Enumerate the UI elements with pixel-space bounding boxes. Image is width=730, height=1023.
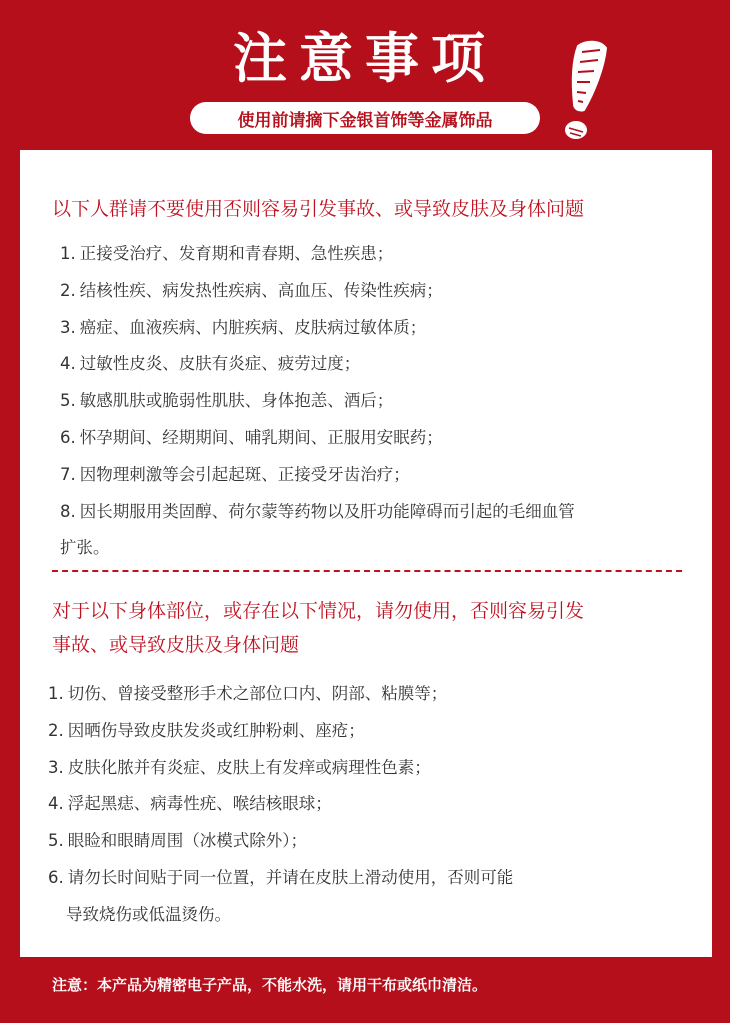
list-item: 7. 因物理刺激等会引起起斑、正接受牙齿治疗；	[60, 464, 410, 484]
list-item: 1. 切伤、曾接受整形手术之部位口内、阴部、粘膜等；	[48, 684, 448, 703]
list-item: 2. 因晒伤导致皮肤发炎或红肿粉刺、座疮；	[48, 720, 365, 740]
section2-heading-line2: 事故、或导致皮肤及身体问题	[52, 634, 300, 656]
list-item: 6. 请勿长时间贴于同一位置，并请在皮肤上滑动使用，否则可能 导致烧伤或低温烫伤。	[48, 867, 514, 924]
section1-list	[60, 236, 680, 567]
subtitle-badge	[190, 102, 540, 134]
section1-heading: 以下人群请不要使用否则容易引发事故、或导致皮肤及身体问题	[52, 198, 585, 220]
footer-note: 注意：本产品为精密电子产品，不能水洗，请用干布或纸巾清洁。	[52, 976, 488, 994]
list-item: 5. 眼睑和眼睛周围（冰模式除外）；	[48, 831, 307, 851]
list-item: 4. 浮起黑痣、病毒性疣、喉结核眼球；	[48, 794, 332, 814]
section2-list	[48, 676, 668, 934]
list-item: 5. 敏感肌肤或脆弱性肌肤、身体抱恙、酒后；	[60, 391, 394, 411]
dashed-divider	[52, 570, 682, 572]
page-title: 注意事项	[233, 27, 497, 90]
subtitle-text: 使用前请摘下金银首饰等金属饰品	[237, 110, 493, 131]
notice-card	[20, 150, 712, 957]
list-item: 2. 结核性疾、病发热性疾病、高血压、传染性疾病；	[60, 280, 443, 300]
list-item: 6. 怀孕期间、经期期间、哺乳期间、正服用安眠药；	[60, 427, 443, 447]
list-item: 3. 癌症、血液疾病、内脏疾病、皮肤病过敏体质；	[60, 317, 427, 337]
exclamation-icon	[556, 38, 616, 148]
list-item: 4. 过敏性皮炎、皮肤有炎症、疲劳过度；	[60, 354, 361, 374]
section2-heading	[52, 594, 688, 662]
list-item: 3. 皮肤化脓并有炎症、皮肤上有发痒或病理性色素；	[48, 757, 431, 777]
list-item: 1. 正接受治疗、发育期和青春期、急性疾患；	[60, 244, 394, 263]
list-item: 8. 因长期服用类固醇、荷尔蒙等药物以及肝功能障碍而引起的毛细血管 扩张。	[60, 501, 575, 558]
section2-heading-line1: 对于以下身体部位，或存在以下情况，请勿使用，否则容易引发	[52, 600, 585, 622]
